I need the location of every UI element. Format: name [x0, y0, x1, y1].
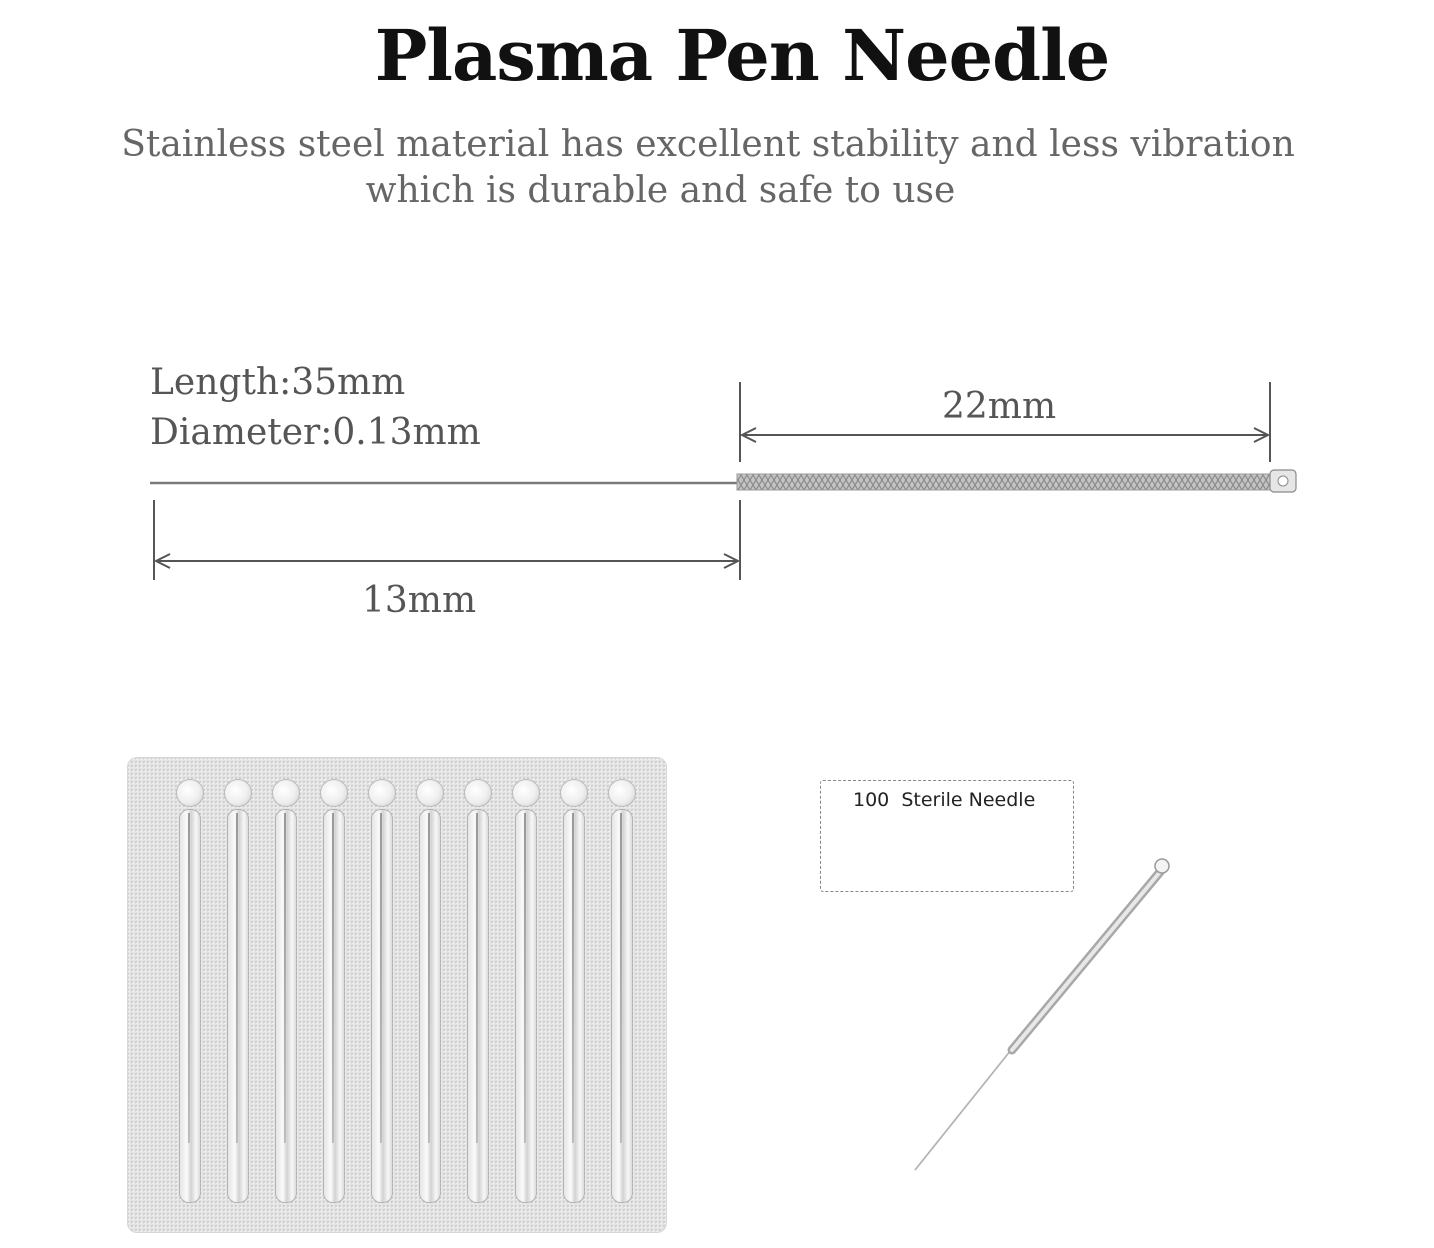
blister-needle [367, 799, 395, 1199]
blister-needle [607, 799, 635, 1199]
blister-needle [319, 799, 347, 1199]
blister-needle [223, 799, 251, 1199]
needle-blister-pack [127, 757, 667, 1233]
subtitle-line-2: which is durable and safe to use [365, 170, 956, 211]
sterile-needle-label-box [820, 780, 1074, 892]
sterile-needle-label: 100 Sterile Needle [853, 789, 1036, 811]
blister-needle [559, 799, 587, 1199]
blister-needle [415, 799, 443, 1199]
spec-length: Length:35mm [150, 362, 406, 403]
blister-needle [511, 799, 539, 1199]
subtitle-line-1: Stainless steel material has excellent stability and less vibration [121, 124, 1295, 165]
dimension-13mm-label: 13mm [362, 580, 477, 621]
spec-diameter: Diameter:0.13mm [150, 412, 481, 453]
page-title: Plasma Pen Needle [374, 14, 1110, 97]
blister-needle [463, 799, 491, 1199]
needle-side-view [150, 470, 1296, 492]
dimension-13mm-marker [154, 500, 740, 580]
blister-needle [271, 799, 299, 1199]
single-needle-angled [915, 859, 1169, 1170]
dimension-22mm-label: 22mm [942, 386, 1057, 427]
blister-needle [175, 799, 203, 1199]
